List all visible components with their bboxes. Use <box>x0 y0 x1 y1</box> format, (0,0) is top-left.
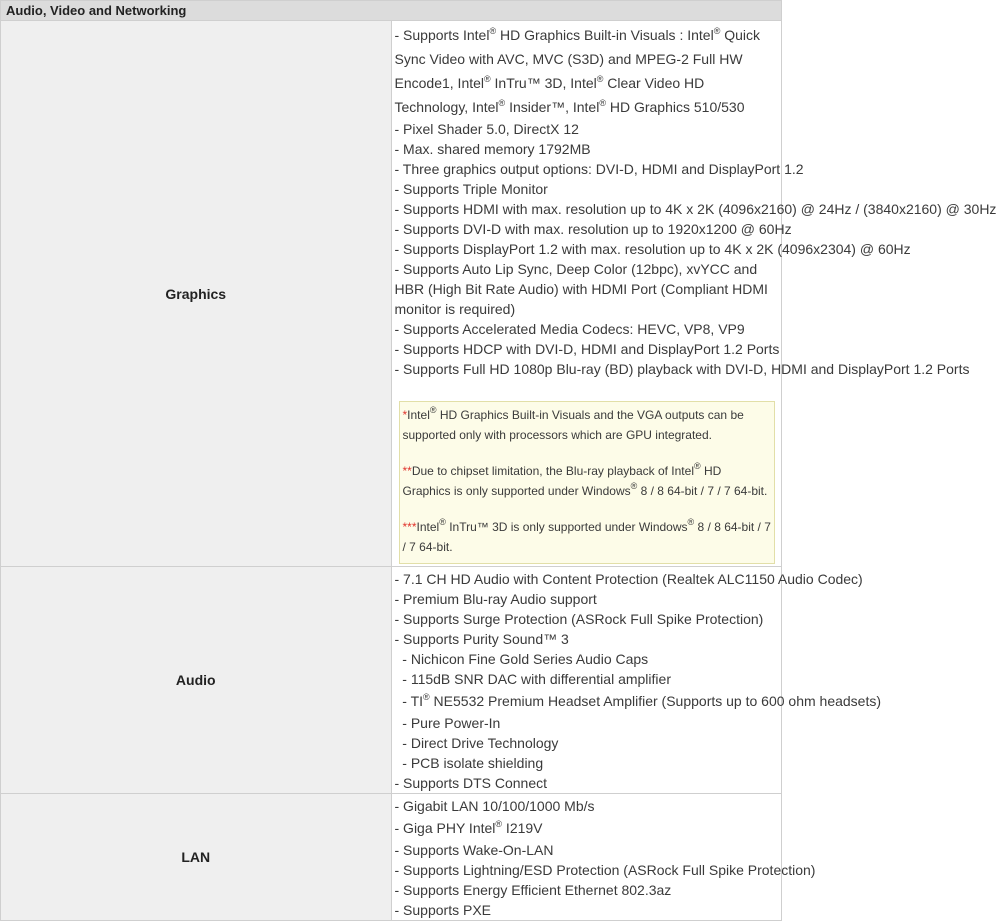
audio-line-1: - 7.1 CH HD Audio with Content Protection (Realtek ALC1150 Audio Codec) <box>394 571 863 587</box>
section-title: Audio, Video and Networking <box>1 1 782 21</box>
audio-line-5: - Nichicon Fine Gold Series Audio Caps <box>394 651 649 667</box>
graphics-line-12: - Supports Full HD 1080p Blu-ray (BD) playback with DVI-D, HDMI and DisplayPort 1.2 Ports <box>394 361 970 377</box>
lan-line-6: - Supports PXE <box>394 902 491 918</box>
lan-line-list <box>394 796 816 920</box>
audio-row <box>1 567 782 794</box>
audio-line-2: - Premium Blu-ray Audio support <box>394 591 597 607</box>
graphics-line-5: - Supports Triple Monitor <box>394 181 548 197</box>
graphics-line-9: - Supports Auto Lip Sync, Deep Color (12bpc), xvYCC and HBR (High Bit Rate Audio) with HDMI Port (Compliant HDMI monitor is required) <box>394 261 768 317</box>
graphics-line-1: - Supports Intel® HD Graphics Built-in Visuals : Intel® Quick Sync Video with AVC, MVC (S3D) and MPEG-2 Full HW Encode1, Intel® InTru™ 3D, Intel® Clear Video HD Technology, Intel® Insider™, Intel® HD Graphics 510/530 <box>394 26 761 115</box>
lan-content <box>391 794 816 921</box>
graphics-note-box <box>399 401 776 564</box>
lan-line-4: - Supports Lightning/ESD Protection (ASRock Full Spike Protection) <box>394 862 816 878</box>
audio-line-9: - Direct Drive Technology <box>394 735 559 751</box>
graphics-line-8: - Supports DisplayPort 1.2 with max. resolution up to 4K x 2K (4096x2304) @ 60Hz <box>394 241 911 257</box>
graphics-line-6: - Supports HDMI with max. resolution up to 4K x 2K (4096x2160) @ 24Hz / (3840x2160) @ 30Hz <box>394 201 996 217</box>
graphics-note-3: ***Intel® InTru™ 3D is only supported under Windows® 8 / 8 64-bit / 7 / 7 64-bit. <box>402 517 771 554</box>
lan-row <box>1 794 782 921</box>
lan-line-1: - Gigabit LAN 10/100/1000 Mb/s <box>394 798 595 814</box>
audio-line-list <box>394 569 882 793</box>
audio-line-10: - PCB isolate shielding <box>394 755 544 771</box>
lan-label: LAN <box>1 794 392 921</box>
graphics-note-2: **Due to chipset limitation, the Blu-ray playback of Intel® HD Graphics is only supported under Windows® 8 / 8 64-bit / 7 / 7 64-bit. <box>402 461 768 498</box>
graphics-line-4: - Three graphics output options: DVI-D, HDMI and DisplayPort 1.2 <box>394 161 804 177</box>
audio-line-3: - Supports Surge Protection (ASRock Full Spike Protection) <box>394 611 764 627</box>
section-header-row <box>1 1 782 21</box>
graphics-label: Graphics <box>1 21 392 567</box>
graphics-row <box>1 21 782 567</box>
lan-line-3: - Supports Wake-On-LAN <box>394 842 554 858</box>
graphics-content <box>391 21 996 567</box>
graphics-line-10: - Supports Accelerated Media Codecs: HEVC, VP8, VP9 <box>394 321 745 337</box>
graphics-line-2: - Pixel Shader 5.0, DirectX 12 <box>394 121 579 137</box>
graphics-note-1: *Intel® HD Graphics Built-in Visuals and the VGA outputs can be supported only with processors which are GPU integrated. <box>402 405 744 442</box>
audio-content <box>391 567 882 794</box>
audio-line-8: - Pure Power-In <box>394 715 501 731</box>
lan-line-5: - Supports Energy Efficient Ethernet 802.3az <box>394 882 672 898</box>
audio-line-4: - Supports Purity Sound™ 3 <box>394 631 569 647</box>
graphics-line-3: - Max. shared memory 1792MB <box>394 141 591 157</box>
graphics-line-7: - Supports DVI-D with max. resolution up to 1920x1200 @ 60Hz <box>394 221 792 237</box>
audio-line-7: - TI® NE5532 Premium Headset Amplifier (Supports up to 600 ohm headsets) <box>394 692 882 709</box>
audio-line-6: - 115dB SNR DAC with differential amplifier <box>394 671 671 687</box>
graphics-line-11: - Supports HDCP with DVI-D, HDMI and DisplayPort 1.2 Ports <box>394 341 780 357</box>
audio-line-11: - Supports DTS Connect <box>394 775 548 791</box>
audio-label: Audio <box>1 567 392 794</box>
lan-line-2: - Giga PHY Intel® I219V <box>394 819 543 836</box>
